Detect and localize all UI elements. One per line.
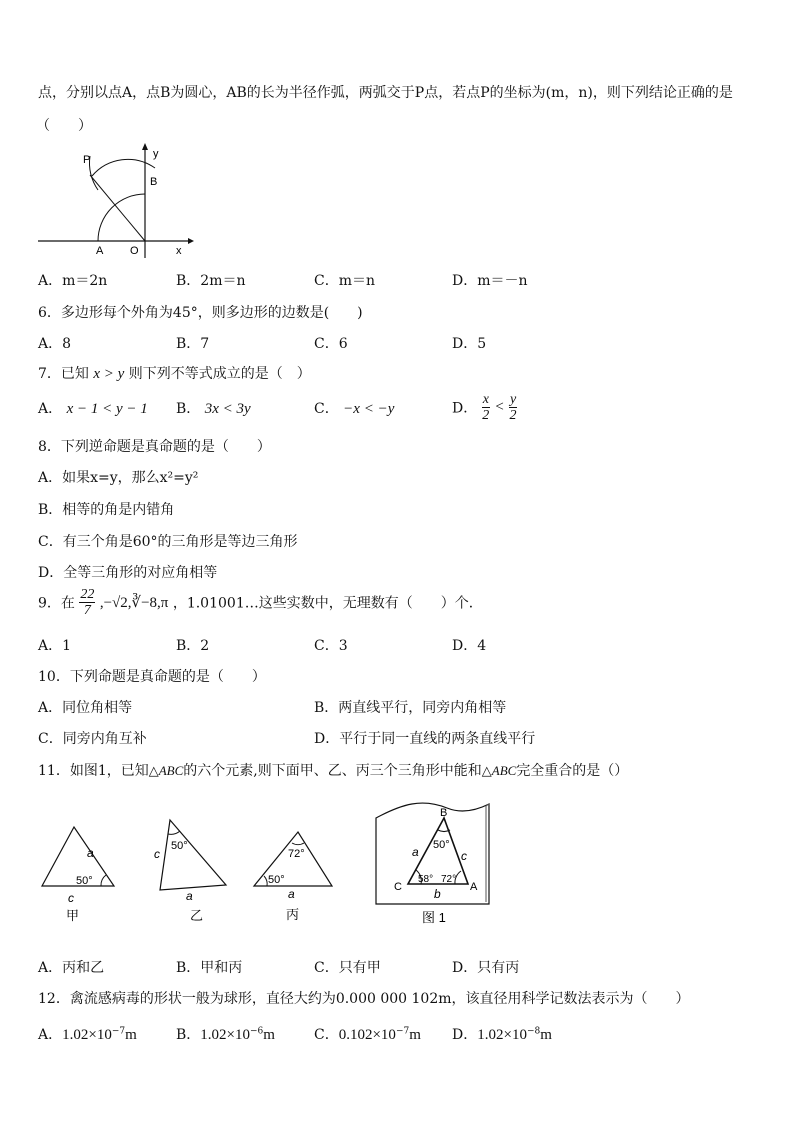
q11-option-b: B．甲和丙 [176,960,243,976]
q7-condition: x > y [93,366,125,382]
q7-option-d-frac-x: $\frac{x}{2}$ [482,392,490,423]
fig1-side-c: c [461,849,467,863]
q8-option-d: D．全等三角形的对应角相等 [38,565,218,581]
q7-option-d-label: D． [452,400,478,417]
q11-option-a: A．丙和乙 [38,960,105,976]
q12-stem: 12．禽流感病毒的形状一般为球形，直径大约为0.000 000 102m，该直径用科学记数法表示为（ ） [38,991,690,1007]
q9-stem-post: ，1.01001…这些实数中，无理数有（ ）个． [172,595,483,612]
q11-triangle-2: △ABC [481,763,517,778]
q7-option-d-lt: < [494,399,505,415]
yi-angle-arc [168,831,180,834]
fig1-vertex-c: C [394,881,402,893]
q5-answer-paren: （ ） [36,118,92,134]
q9-numbers: ,−√2,∛−8,π [99,595,169,611]
q5-stem: 点，分别以点A，点B为圆心，AB的长为半径作弧，两弧交于P点，若点P的坐标为(m，n)，则下列结论正确的是 [38,85,733,101]
q7-option-c-label: C． [314,401,339,417]
q7-option-a [38,398,148,418]
q7-option-a-expr: x − 1 < y − 1 [66,401,148,417]
q10-stem: 10．下列命题是真命题的是（ ） [38,669,266,685]
q7-stem-post: 则下列不等式成立的是（ ） [128,366,311,382]
triangle-yi-figure [150,815,240,925]
label-o: O [130,245,139,257]
q9-option-d: D．4 [452,638,487,654]
q6-option-d: D．5 [452,336,487,352]
q6-stem: 6．多边形每个外角为45°，则多边形的边数是( ) [38,305,363,321]
bing-angle-top: 72° [288,848,305,860]
q5-figure [30,140,200,260]
q12-option-c: C．$0.102\times 10^{-7}m$ [314,1026,421,1043]
q10-option-b: B．两直线平行，同旁内角相等 [314,700,507,716]
triangle-bing-figure [250,826,345,926]
q7-option-c [314,398,394,418]
q7-option-b-label: B． [176,401,201,417]
q7-option-b [176,398,251,418]
fig1-vertex-b: B [440,807,448,819]
q9-frac-22-7: $\frac{22}{7}$ [80,587,95,618]
bing-angle-arc-top [292,843,304,845]
q11-stem-post: 完全重合的是（） [516,763,629,779]
q11-triangle: △ABC [148,763,184,778]
q10-option-c: C．同旁内角互补 [38,731,147,747]
jia-angle-arc [101,875,106,886]
q11-stem [38,760,628,780]
q7-stem [38,363,311,383]
q12-option-a: A．$1.02\times 10^{-7}m$ [38,1026,137,1043]
op-line [90,175,145,241]
q5-option-a: A．m＝2n [38,273,108,289]
q7-option-d [452,392,517,423]
fig1-angle-b: 50° [433,839,450,851]
fig1-vertex-a: A [470,881,478,893]
q6-option-c: C．6 [314,336,348,352]
q7-option-b-expr: 3x < 3y [204,401,251,417]
label-a: A [96,245,104,257]
yi-side-a: a [186,889,193,903]
fig1-side-b: b [434,887,441,901]
fig1-angle-a: 72° [441,874,457,885]
jia-angle: 50° [76,875,93,887]
bing-caption: 丙 [286,907,300,922]
q8-option-a: A．如果x=y，那么x²=y² [38,470,199,486]
q7-option-a-label: A． [38,401,63,417]
q7-option-d-frac-y: $\frac{y}{2}$ [509,392,517,423]
label-b: B [150,176,158,188]
q10-option-d: D．平行于同一直线的两条直线平行 [314,731,536,747]
q8-stem: 8．下列逆命题是真命题的是（ ） [38,439,271,455]
label-y: y [153,148,159,160]
q11-option-d: D．只有丙 [452,960,520,976]
fig1-angle-c: 58° [418,874,434,885]
q8-option-b: B．相等的角是内错角 [38,502,175,518]
triangle-yi [160,820,226,890]
q11-stem-pre: 11．如图1，已知 [38,763,149,779]
q9-stem [38,587,483,618]
bing-angle-arc-left [264,876,267,886]
bing-side-a: a [288,887,295,901]
x-axis-arrow [188,238,194,244]
label-p: P [83,154,91,166]
fig1-caption: 图 1 [422,910,446,925]
q6-option-a: A．8 [38,336,72,352]
q9-option-b: B．2 [176,638,210,654]
q5-option-b: B．2m＝n [176,273,246,289]
bing-angle-left: 50° [268,874,285,886]
jia-caption: 甲 [66,908,80,923]
q11-stem-mid: 的六个元素,则下面甲、乙、丙三个三角形中能和 [183,763,482,779]
y-axis-arrow [142,143,148,150]
q8-option-c: C．有三个角是60°的三角形是等边三角形 [38,534,298,550]
jia-side-c: c [68,891,74,905]
q9-option-a: A．1 [38,638,72,654]
q7-stem-pre: 7．已知 [38,366,89,382]
yi-angle: 50° [171,840,188,852]
yi-side-c: c [154,847,160,861]
q9-option-c: C．3 [314,638,348,654]
q5-option-c: C．m＝n [314,273,376,289]
yi-caption: 乙 [190,908,204,923]
figure-1 [372,798,494,928]
q11-option-c: C．只有甲 [314,960,381,976]
q6-option-b: B．7 [176,336,210,352]
q7-option-c-expr: −x < −y [343,401,395,417]
q12-option-b: B．$1.02\times 10^{-6}m$ [176,1026,275,1043]
q5-option-d: D．m＝－n [452,273,528,289]
arc-from-b [89,156,98,190]
triangle-jia-figure [34,822,124,926]
q12-option-d: D．$1.02\times 10^{-8}m$ [452,1026,552,1043]
q10-option-a: A．同位角相等 [38,700,133,716]
arc-centered-origin [98,194,145,241]
q9-stem-pre: 9．在 [38,595,75,612]
fig1-side-a: a [412,845,419,859]
jia-side-a: a [87,846,94,860]
label-x: x [176,245,182,257]
